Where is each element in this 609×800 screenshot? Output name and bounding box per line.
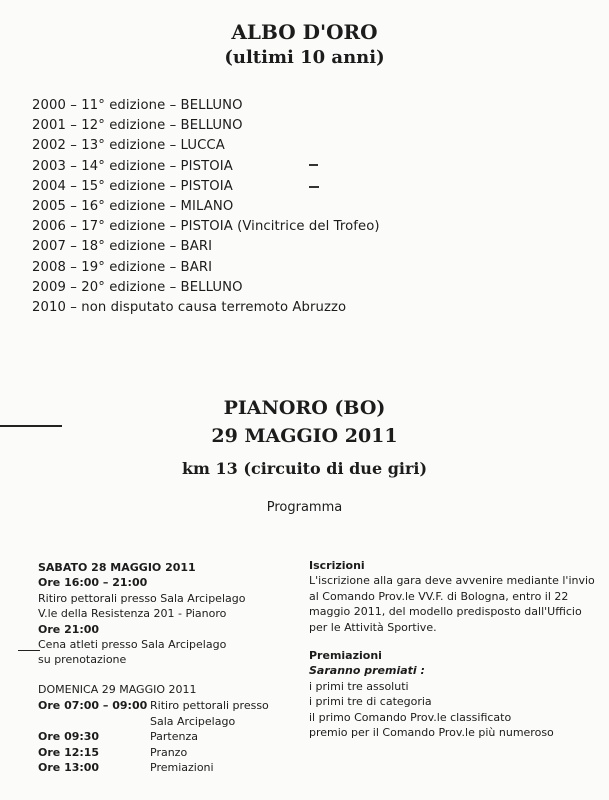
premiazioni-subtitle: Saranno premiati : [309, 664, 425, 678]
event-distance: km 13 (circuito di due giri) [181, 459, 428, 478]
schedule-row [38, 745, 269, 760]
saturday-line-2: V.le della Resistenza 201 - Pianoro [38, 607, 227, 621]
pen-mark [309, 164, 318, 166]
saturday-day: SABATO 28 MAGGIO 2011 [38, 561, 196, 574]
list-item: 2000 – 11° edizione – BELLUNO [32, 98, 243, 113]
schedule-row [38, 698, 269, 713]
list-item: 2006 – 17° edizione – PISTOIA (Vincitrice del Trofeo) [32, 219, 380, 235]
list-item: 2002 – 13° edizione – LUCCA [32, 138, 225, 154]
schedule-text: Partenza [150, 730, 198, 744]
list-item: 2001 – 12° edizione – BELLUNO [32, 118, 243, 134]
program-label: Programma [266, 500, 343, 515]
saturday-section [38, 560, 245, 668]
iscrizioni-line: maggio 2011, del modello predisposto dall'Ufficio [309, 605, 582, 619]
saturday-line-4: su prenotazione [38, 653, 127, 667]
saturday-time-1: Ore 16:00 – 21:00 [38, 576, 148, 590]
premiazioni-line: il primo Comando Prov.le classificato [309, 710, 512, 724]
schedule-text: Ritiro pettorali presso [150, 699, 269, 713]
albo-title: ALBO D'ORO [231, 20, 378, 44]
schedule-time: Ore 07:00 – 09:00 [38, 699, 148, 713]
premiazioni-title: Premiazioni [309, 649, 382, 662]
list-item: 2010 – non disputato causa terremoto Abruzzo [32, 300, 347, 316]
schedule-row [38, 760, 269, 775]
iscrizioni-section [309, 558, 595, 635]
schedule-time [38, 714, 150, 729]
winners-list [32, 96, 380, 318]
sunday-day: DOMENICA 29 MAGGIO 2011 [38, 683, 197, 696]
list-item: 2009 – 20° edizione – BELLUNO [32, 279, 243, 295]
pen-mark [309, 186, 319, 188]
list-item: 2005 – 16° edizione – MILANO [32, 199, 234, 215]
list-item: 2004 – 15° edizione – PISTOIA [32, 178, 233, 194]
albo-subtitle: (ultimi 10 anni) [224, 47, 385, 68]
pen-mark [18, 650, 40, 651]
event-location: PIANORO (BO) [223, 397, 386, 419]
schedule-text: Pranzo [150, 745, 188, 759]
saturday-line-3: Cena atleti presso Sala Arcipelago [38, 638, 227, 652]
iscrizioni-title: Iscrizioni [309, 559, 365, 572]
schedule-time: Ore 12:15 [38, 745, 100, 759]
sunday-section [38, 682, 269, 775]
event-date: 29 MAGGIO 2011 [211, 425, 398, 447]
premiazioni-section [309, 648, 554, 740]
premiazioni-line: i primi tre assoluti [309, 679, 409, 693]
list-item: 2003 – 14° edizione – PISTOIA [32, 158, 233, 174]
schedule-row [38, 714, 269, 729]
schedule-time: Ore 13:00 [38, 761, 100, 775]
schedule-text: Sala Arcipelago [150, 714, 236, 728]
premiazioni-line: premio per il Comando Prov.le più numeroso [309, 726, 554, 740]
iscrizioni-line: L'iscrizione alla gara deve avvenire mediante l'invio [309, 574, 595, 588]
saturday-line-1: Ritiro pettorali presso Sala Arcipelago [38, 591, 246, 605]
schedule-time: Ore 09:30 [38, 730, 100, 744]
saturday-time-2: Ore 21:00 [38, 622, 100, 636]
list-item: 2007 – 18° edizione – BARI [32, 239, 213, 255]
schedule-row [38, 729, 269, 744]
list-item: 2008 – 19° edizione – BARI [32, 259, 213, 275]
iscrizioni-line: per le Attività Sportive. [309, 620, 437, 634]
premiazioni-line: i primi tre di categoria [309, 695, 432, 709]
iscrizioni-line: al Comando Prov.le VV.F. di Bologna, entro il 22 [309, 589, 569, 603]
schedule-text: Premiazioni [150, 761, 214, 775]
